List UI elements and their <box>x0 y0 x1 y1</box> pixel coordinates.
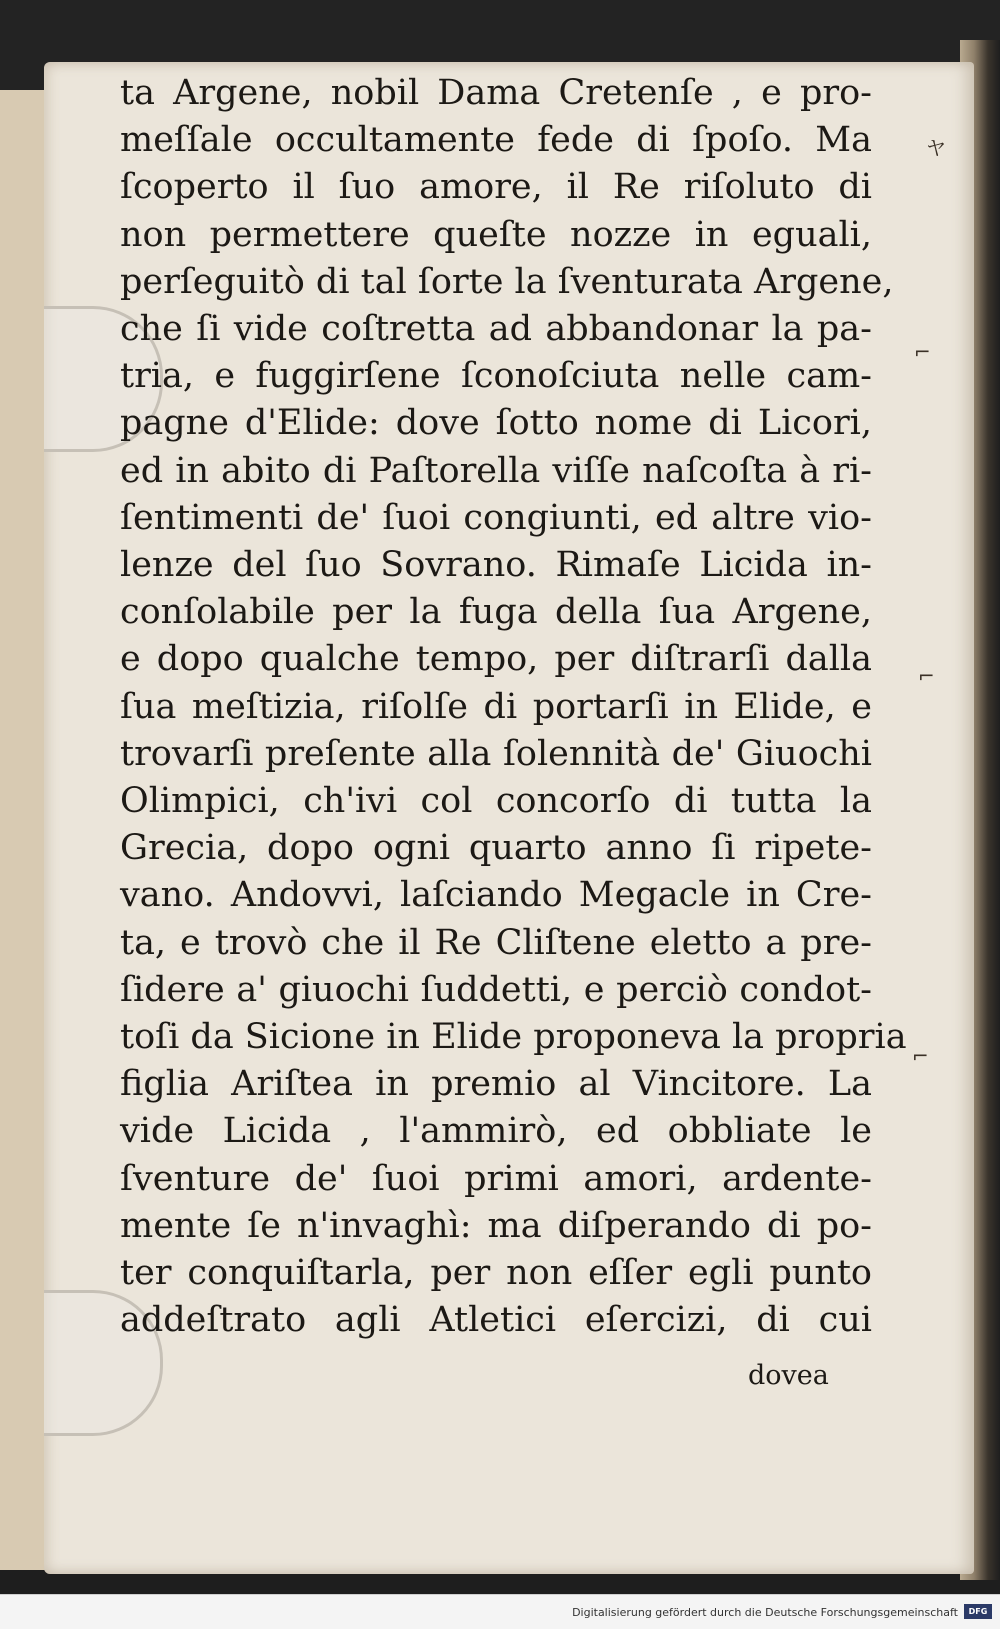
text-line: mente ſe n'invaghì: ma diſperando di po- <box>120 1205 872 1246</box>
text-line: figlia Ariſtea in premio al Vincitore. La <box>120 1064 872 1105</box>
text-line: perſeguitò di tal ſorte la ſventurata Argene, <box>120 261 894 302</box>
text-line: ter conquiſtarla, per non eſſer egli punto <box>120 1253 872 1294</box>
text-line: non permettere queſte nozze in eguali, <box>120 214 872 255</box>
text-line: trovarſi preſente alla ſolennità de' Giuochi <box>120 733 872 774</box>
text-line: ſcoperto il ſuo amore, il Re riſoluto di <box>120 167 872 208</box>
text-line: tria, e fuggirſene ſconoſciuta nelle cam- <box>120 356 872 397</box>
text-line: addeſtrato agli Atletici eſercizi, di cui <box>120 1300 872 1341</box>
page-body-text <box>120 70 907 1344</box>
text-line: toſi da Sicione in Elide proponeva la propria <box>120 1017 907 1058</box>
text-line: ta Argene, nobil Dama Cretenſe , e pro- <box>120 73 872 113</box>
text-line: vide Licida , l'ammirò, ed obbliate le <box>120 1111 872 1152</box>
margin-thread-mark: ⌐ <box>918 664 935 688</box>
margin-thread-mark: ⌐ <box>912 1044 929 1068</box>
text-line: ſua meſtizia, riſolſe di portarſi in Elide, e <box>120 686 872 727</box>
text-line: ed in abito di Paſtorella viſſe naſcoſta à ri- <box>120 450 872 491</box>
text-line: Olimpici, ch'ivi col concorſo di tutta la <box>120 781 872 822</box>
text-line: e dopo qualche tempo, per diſtrarſi dalla <box>120 639 872 680</box>
text-line: ſventure de' ſuoi primi amori, ardente- <box>120 1158 872 1199</box>
margin-thread-mark: ヤ <box>926 136 946 160</box>
text-line: vano. Andovvi, laſciando Megacle in Cre- <box>120 875 872 916</box>
catchword: dovea <box>748 1360 829 1391</box>
text-line: lenze del ſuo Sovrano. Rimaſe Licida in- <box>120 545 872 586</box>
margin-thread-mark: ⌐ <box>914 340 931 364</box>
digitization-footer <box>0 1594 1000 1629</box>
text-line: Grecia, dopo ogni quarto anno ſi ripete- <box>120 828 872 869</box>
text-line: ſidere a' giuochi ſuddetti, e perciò condot- <box>120 969 872 1010</box>
dfg-logo: DFG <box>964 1604 992 1619</box>
text-line: pagne d'Elide: dove ſotto nome di Licori, <box>120 403 872 444</box>
text-line: conſolabile per la fuga della ſua Argene, <box>120 592 872 633</box>
funding-credit: Digitalisierung gefördert durch die Deutsche Forschungsgemeinschaft <box>572 1606 958 1619</box>
text-line: ta, e trovò che il Re Cliſtene eletto a pre- <box>120 922 872 963</box>
text-line: meſſale occultamente fede di ſpoſo. Ma <box>120 120 872 161</box>
text-line: che ſi vide coſtretta ad abbandonar la pa- <box>120 309 872 350</box>
text-line: ſentimenti de' ſuoi congiunti, ed altre vio- <box>120 497 872 538</box>
